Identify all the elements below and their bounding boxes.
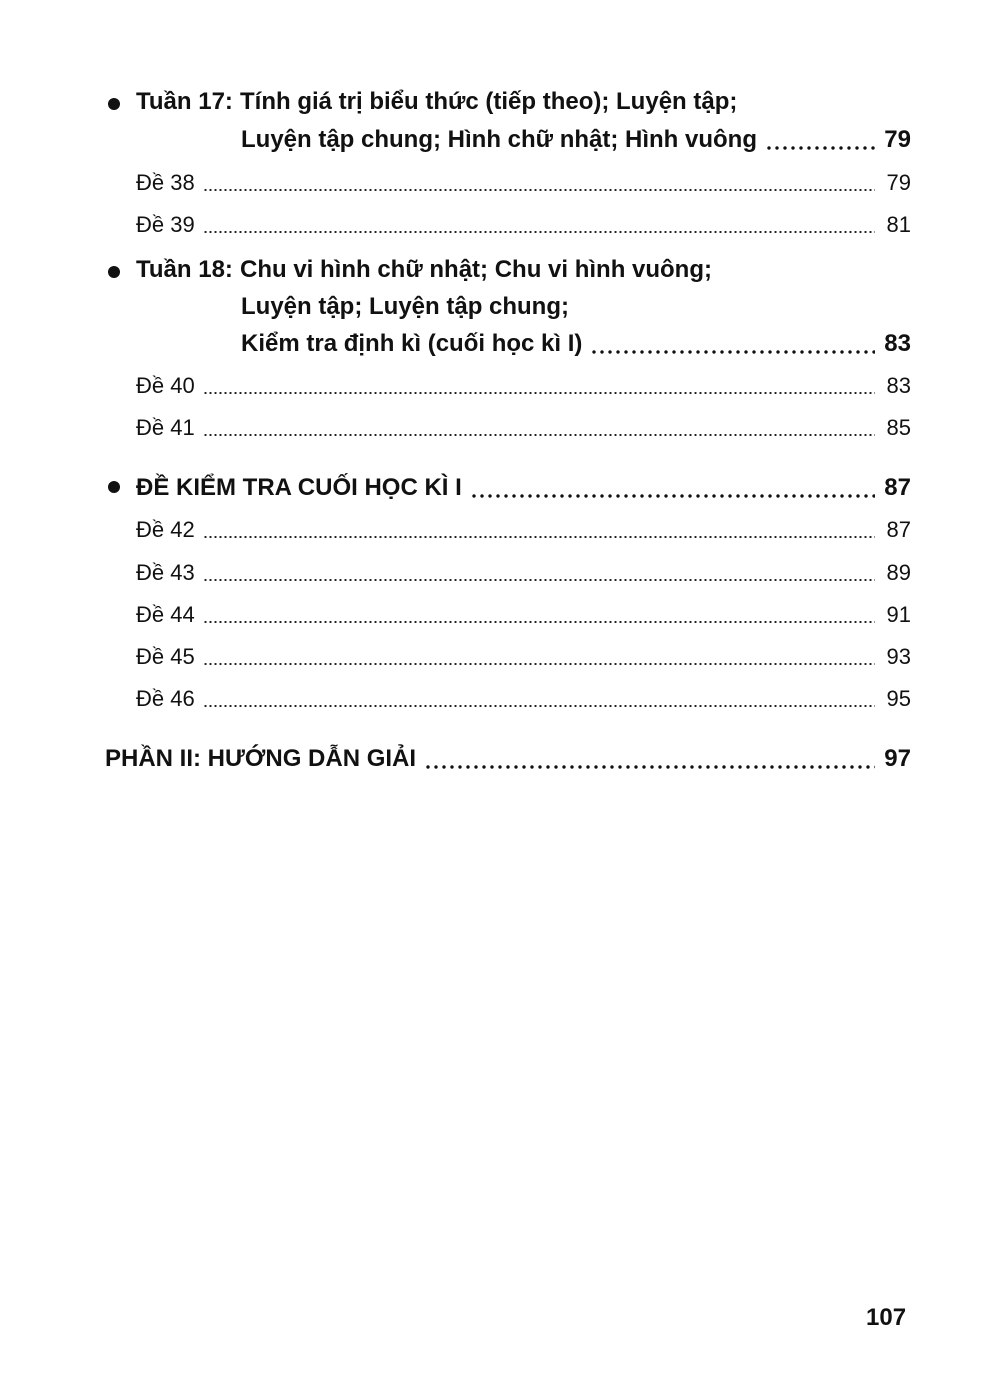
test-page: 81: [886, 212, 911, 237]
week17-line1: Tính giá trị biểu thức (tiếp theo); Luyện tập;: [240, 88, 738, 115]
test-label: Đề 43: [136, 560, 195, 585]
dot-leader: [203, 536, 875, 538]
test-page: 89: [886, 560, 911, 585]
toc-entry-week18-title: [136, 256, 712, 284]
dot-leader: [203, 663, 875, 665]
toc-entry-part2[interactable]: [105, 745, 911, 773]
toc-entry-week18[interactable]: [241, 330, 911, 358]
dot-leader: [203, 189, 875, 191]
final-exam-page: 87: [884, 474, 911, 501]
test-label: Đề 42: [136, 517, 195, 542]
toc-test-de46[interactable]: [136, 686, 911, 712]
toc-test-de44[interactable]: [136, 602, 911, 628]
test-page: 85: [886, 415, 911, 440]
test-label: Đề 38: [136, 170, 195, 195]
toc-test-de39[interactable]: [136, 212, 911, 238]
toc-entry-week18-line2: [241, 293, 569, 321]
dot-leader: [203, 621, 875, 623]
toc-entry-week17-title: [136, 88, 737, 116]
week17-label: Tuần 17:: [136, 88, 233, 115]
toc-test-de40[interactable]: [136, 373, 911, 399]
dot-leader: [424, 765, 875, 769]
test-label: Đề 39: [136, 212, 195, 237]
toc-test-de41[interactable]: [136, 415, 911, 441]
dot-leader: [203, 434, 875, 436]
dot-leader: [203, 231, 875, 233]
test-page: 87: [886, 517, 911, 542]
week17-page: 79: [884, 126, 911, 153]
week18-page: 83: [884, 330, 911, 357]
week18-line2: Luyện tập; Luyện tập chung;: [241, 293, 569, 320]
test-label: Đề 44: [136, 602, 195, 627]
test-label: Đề 46: [136, 686, 195, 711]
test-page: 79: [886, 170, 911, 195]
bullet-icon: [108, 98, 120, 110]
test-page: 83: [886, 373, 911, 398]
final-exam-label: ĐỀ KIỂM TRA CUỐI HỌC KÌ I: [136, 474, 462, 501]
week18-line1: Chu vi hình chữ nhật; Chu vi hình vuông;: [240, 256, 712, 283]
bullet-icon: [108, 481, 120, 493]
test-label: Đề 41: [136, 415, 195, 440]
toc-test-de38[interactable]: [136, 170, 911, 196]
toc-entry-week17[interactable]: [241, 126, 911, 154]
toc-test-de45[interactable]: [136, 644, 911, 670]
part2-label: PHẦN II: HƯỚNG DẪN GIẢI: [105, 745, 417, 772]
week18-line3: Kiểm tra định kì (cuối học kì I): [241, 330, 583, 357]
dot-leader: [765, 146, 875, 150]
bullet-icon: [108, 266, 120, 278]
dot-leader: [470, 494, 875, 498]
week18-label: Tuần 18:: [136, 256, 233, 283]
week17-line2: Luyện tập chung; Hình chữ nhật; Hình vuông: [241, 126, 757, 153]
dot-leader: [203, 579, 875, 581]
dot-leader: [203, 392, 875, 394]
toc-entry-final-exam[interactable]: [136, 474, 911, 502]
test-page: 93: [886, 644, 911, 669]
toc-test-de42[interactable]: [136, 517, 911, 543]
part2-page: 97: [884, 745, 911, 772]
test-label: Đề 45: [136, 644, 195, 669]
test-label: Đề 40: [136, 373, 195, 398]
test-page: 95: [886, 686, 911, 711]
test-page: 91: [886, 602, 911, 627]
dot-leader: [590, 350, 875, 354]
dot-leader: [203, 705, 875, 707]
page-number: 107: [866, 1304, 907, 1331]
toc-test-de43[interactable]: [136, 560, 911, 586]
